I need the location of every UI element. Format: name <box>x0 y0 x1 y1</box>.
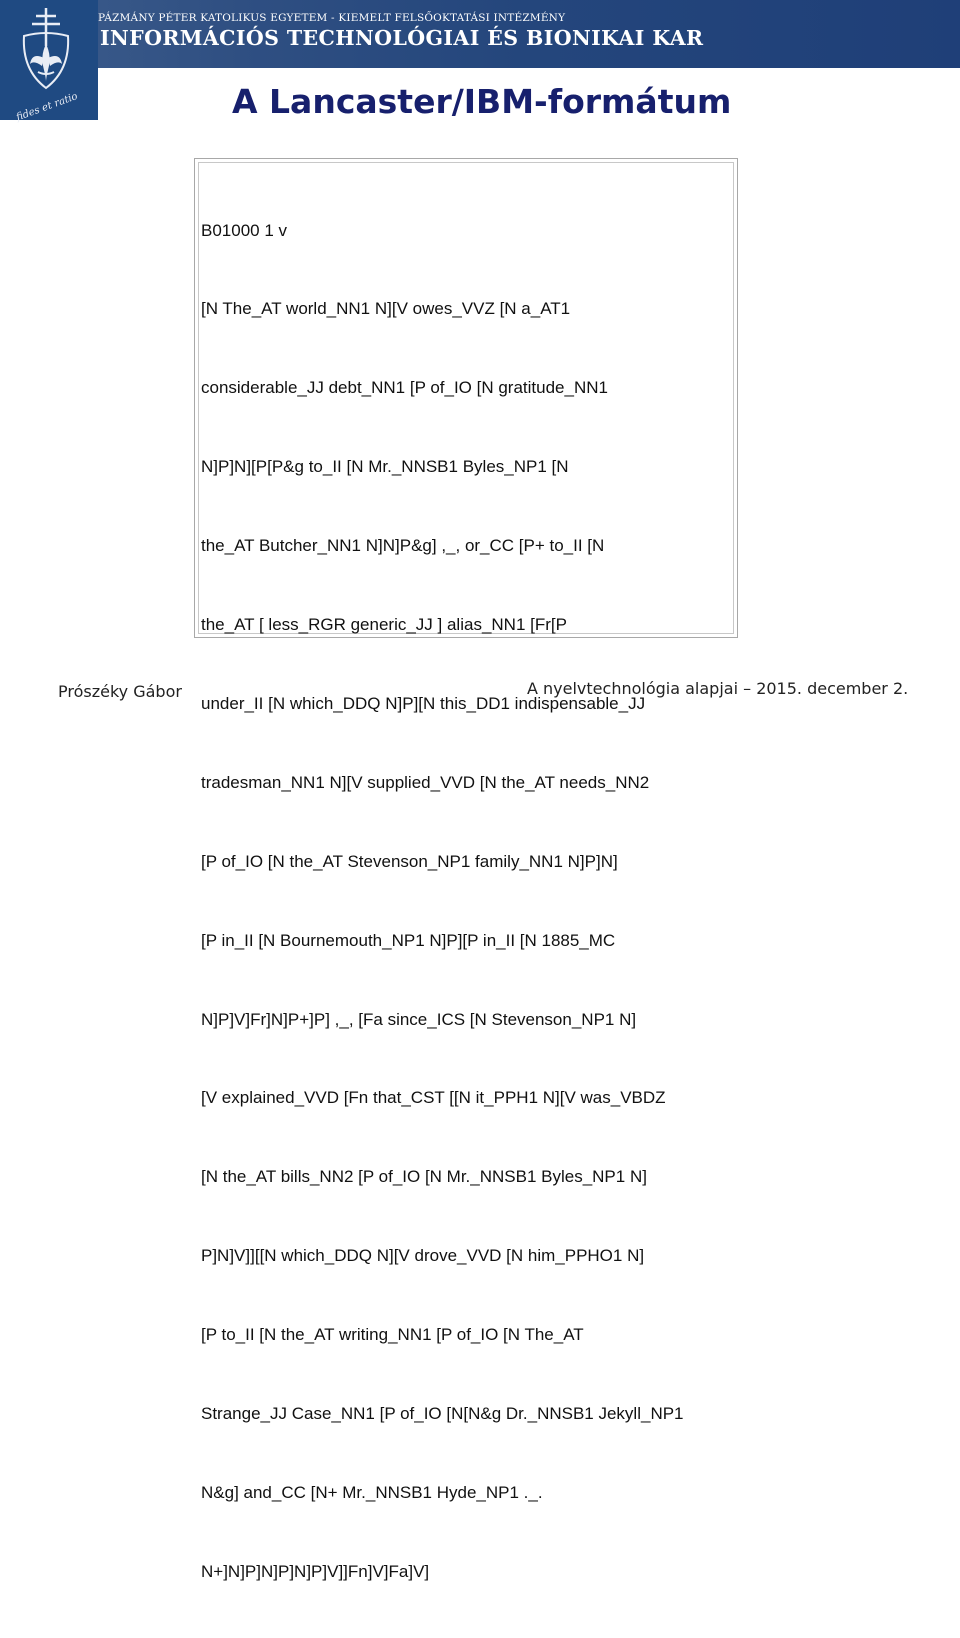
corpus-line: [P in_II [N Bournemouth_NP1 N]P][P in_II [N 1885_MC <box>201 930 616 950</box>
corpus-line: [V explained_VVD [Fn that_CST [[N it_PPH1 N][V was_VBDZ <box>201 1088 666 1108</box>
corpus-line: [P to_II [N the_AT writing_NN1 [P of_IO [N The_AT <box>201 1325 584 1345</box>
footer-course-date: A nyelvtechnológia alapjai – 2015. december 2. <box>527 679 909 698</box>
corpus-line: N+]N]P]N]P]N]P]V]]Fn]V]Fa]V] <box>201 1561 430 1581</box>
corpus-line: Strange_JJ Case_NN1 [P of_IO [N[N&g Dr._NNSB1 Jekyll_NP1 <box>201 1403 684 1423</box>
lily-crest-icon <box>0 0 98 124</box>
corpus-line: tradesman_NN1 N][V supplied_VVD [N the_AT needs_NN2 <box>201 772 650 792</box>
university-name: PÁZMÁNY PÉTER KATOLIKUS EGYETEM - KIEMELT FELSŐOKTATÁSI INTÉZMÉNY <box>98 12 566 24</box>
slide-title: A Lancaster/IBM-formátum <box>232 82 732 121</box>
corpus-line: the_AT Butcher_NN1 N]N]P&g] ,_, or_CC [P+ to_II [N <box>201 536 605 556</box>
university-logo <box>0 0 98 124</box>
corpus-line: N]P]N][P[P&g to_II [N Mr._NNSB1 Byles_NP1 [N <box>201 457 569 477</box>
corpus-line: [P of_IO [N the_AT Stevenson_NP1 family_NN1 N]P]N] <box>201 851 618 871</box>
corpus-line: [N The_AT world_NN1 N][V owes_VVZ [N a_AT1 <box>201 299 571 319</box>
faculty-name: INFORMÁCIÓS TECHNOLÓGIAI ÉS BIONIKAI KAR <box>100 26 704 50</box>
logo-motto: fides et ratio <box>14 90 80 124</box>
corpus-text <box>201 165 684 1638</box>
corpus-line: N]P]V]Fr]N]P+]P] ,_, [Fa since_ICS [N Stevenson_NP1 N] <box>201 1009 637 1029</box>
footer-author: Prószéky Gábor <box>58 682 182 701</box>
corpus-line: [N the_AT bills_NN2 [P of_IO [N Mr._NNSB1 Byles_NP1 N] <box>201 1167 647 1187</box>
corpus-line: the_AT [ less_RGR generic_JJ ] alias_NN1 [Fr[P <box>201 615 567 635</box>
corpus-line: P]N]V]][[N which_DDQ N][V drove_VVD [N him_PPHO1 N] <box>201 1246 645 1266</box>
corpus-line: considerable_JJ debt_NN1 [P of_IO [N gratitude_NN1 <box>201 378 608 398</box>
corpus-line: N&g] and_CC [N+ Mr._NNSB1 Hyde_NP1 ._. <box>201 1482 543 1502</box>
corpus-line: under_II [N which_DDQ N]P][N this_DD1 indispensable_JJ <box>201 693 646 713</box>
corpus-line: B01000 1 v <box>201 220 288 240</box>
